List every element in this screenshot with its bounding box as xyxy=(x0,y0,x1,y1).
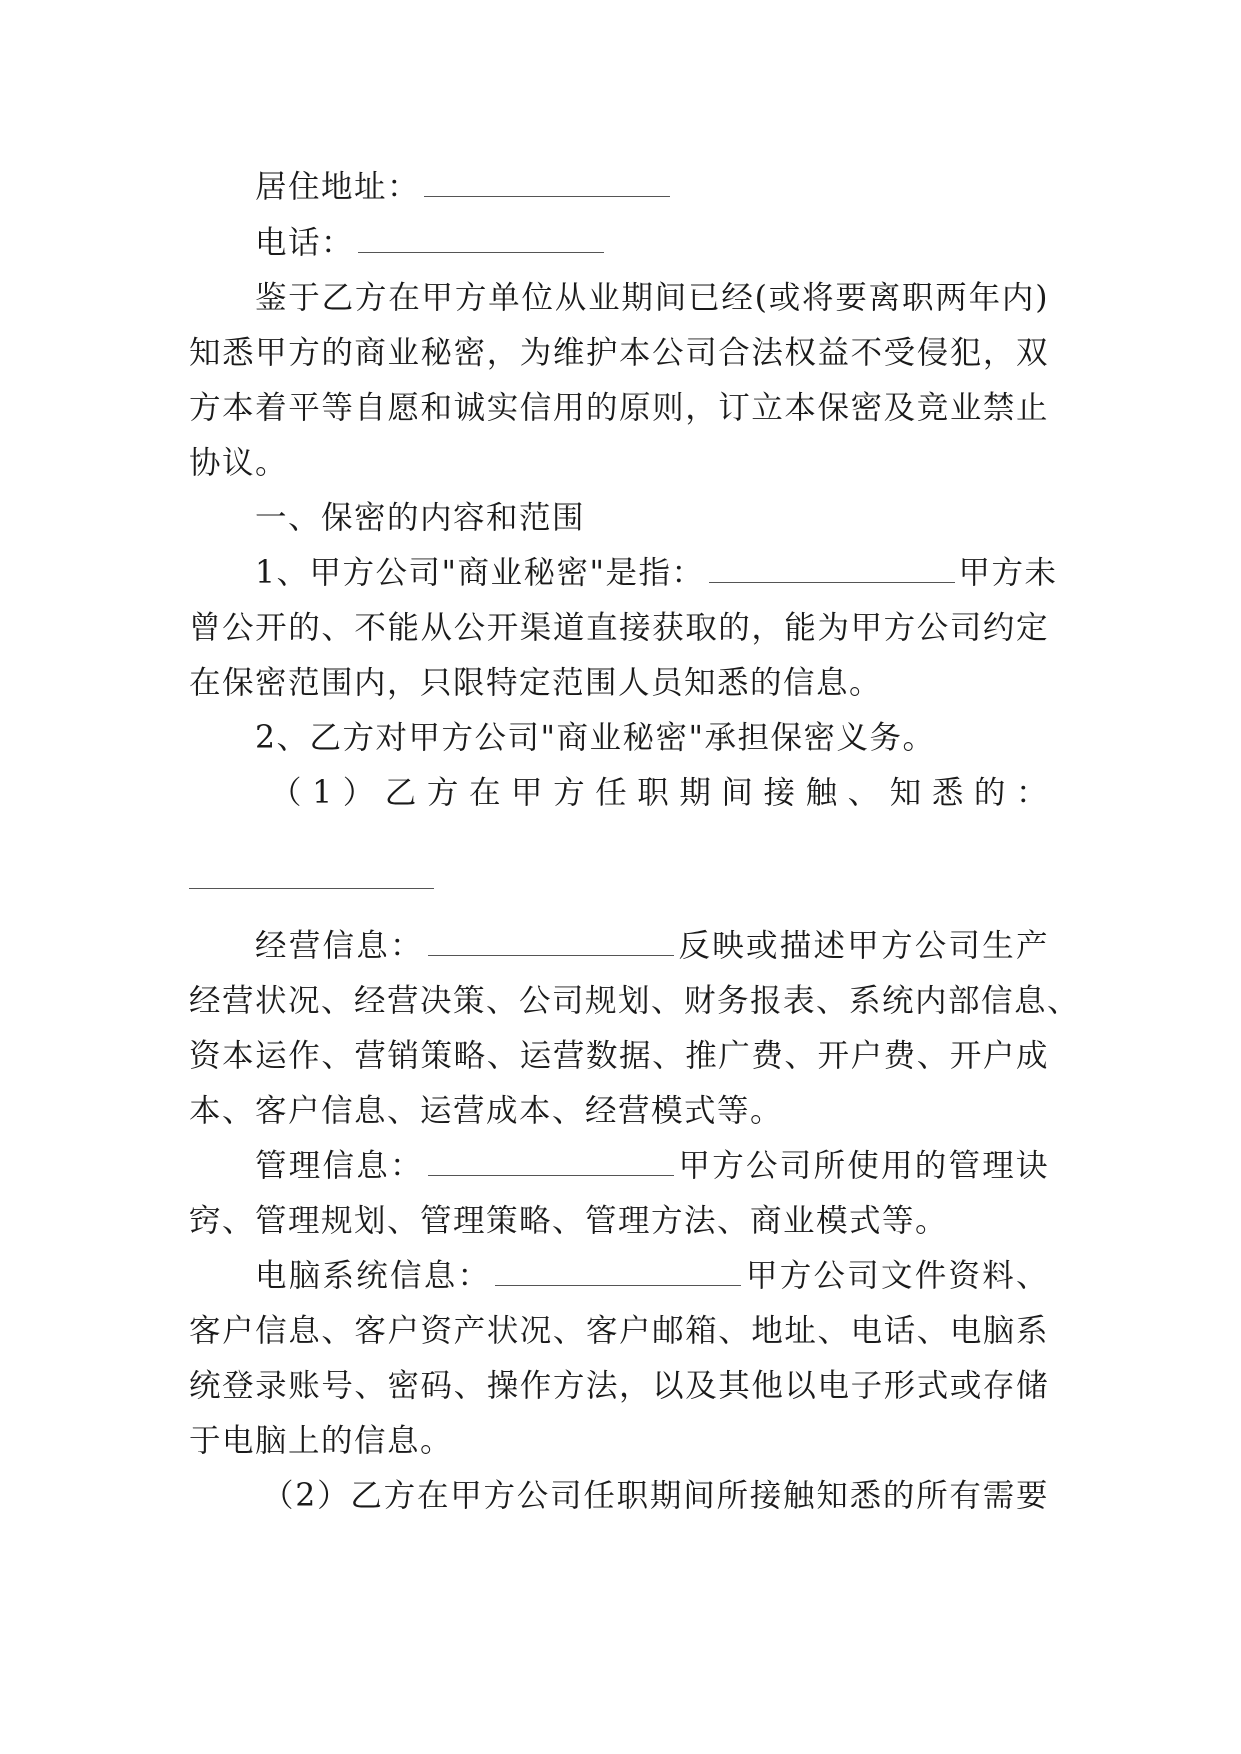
trade-secret-label: 1、甲方公司"商业秘密"是指： xyxy=(255,555,705,591)
paragraph-line: 曾公开的、不能从公开渠道直接获取的，能为甲方公司约定 xyxy=(189,610,1049,646)
paragraph-line: 在保密范围内，只限特定范围人员知悉的信息。 xyxy=(189,665,883,701)
clause-line: 2、乙方对甲方公司"商业秘密"承担保密义务。 xyxy=(255,720,936,756)
paragraph-line: 窍、管理规划、管理策略、管理方法、商业模式等。 xyxy=(189,1203,949,1239)
trade-secret-definition-line xyxy=(255,544,1058,602)
business-info-continuation: 反映或描述甲方公司生产 xyxy=(677,928,1049,964)
paragraph-line: 经营状况、经营决策、公司规划、财务报表、系统内部信息、 xyxy=(189,983,1081,1019)
section-heading: 一、保密的内容和范围 xyxy=(255,500,586,536)
phone-line xyxy=(255,214,1049,272)
paragraph-line: 协议。 xyxy=(189,445,289,481)
computer-info-label: 电脑系统信息： xyxy=(255,1258,492,1294)
paragraph-line: 客户信息、客户资产状况、客户邮箱、地址、电话、电脑系 xyxy=(189,1313,1049,1349)
paragraph-line: 鉴于乙方在甲方单位从业期间已经(或将要离职两年内) xyxy=(255,280,1049,316)
address-blank-field[interactable] xyxy=(424,160,670,197)
sub-clause-blank-field[interactable] xyxy=(189,888,434,889)
computer-info-line xyxy=(255,1247,1049,1305)
business-info-line xyxy=(255,917,1049,975)
paragraph-line: 本、客户信息、运营成本、经营模式等。 xyxy=(189,1093,784,1129)
paragraph-line: 统登录账号、密码、操作方法，以及其他以电子形式或存储 xyxy=(189,1368,1049,1404)
address-label: 居住地址： xyxy=(255,169,421,205)
phone-label: 电话： xyxy=(255,225,355,261)
management-info-line xyxy=(255,1137,1049,1195)
trade-secret-continuation: 甲方未 xyxy=(958,555,1058,591)
paragraph-line: 于电脑上的信息。 xyxy=(189,1423,454,1459)
phone-blank-field[interactable] xyxy=(358,216,604,253)
trade-secret-blank-field[interactable] xyxy=(709,546,955,583)
paragraph-line: 知悉甲方的商业秘密，为维护本公司合法权益不受侵犯，双 xyxy=(189,335,1049,371)
management-info-label: 管理信息： xyxy=(255,1148,424,1184)
paragraph-line: 方本着平等自愿和诚实信用的原则，订立本保密及竞业禁止 xyxy=(189,390,1049,426)
computer-info-blank-field[interactable] xyxy=(495,1249,741,1286)
business-info-blank-field[interactable] xyxy=(428,919,674,956)
computer-info-continuation: 甲方公司文件资料、 xyxy=(745,1258,1049,1294)
address-line xyxy=(255,158,1049,216)
management-info-continuation: 甲方公司所使用的管理诀 xyxy=(677,1148,1049,1184)
management-info-blank-field[interactable] xyxy=(428,1139,674,1176)
sub-clause-line: （1）乙方在甲方任职期间接触、知悉的： xyxy=(270,775,1049,811)
paragraph-line: 资本运作、营销策略、运营数据、推广费、开户费、开户成 xyxy=(189,1038,1049,1074)
sub-clause-line: （2）乙方在甲方公司任职期间所接触知悉的所有需要 xyxy=(262,1478,1049,1514)
business-info-label: 经营信息： xyxy=(255,928,424,964)
